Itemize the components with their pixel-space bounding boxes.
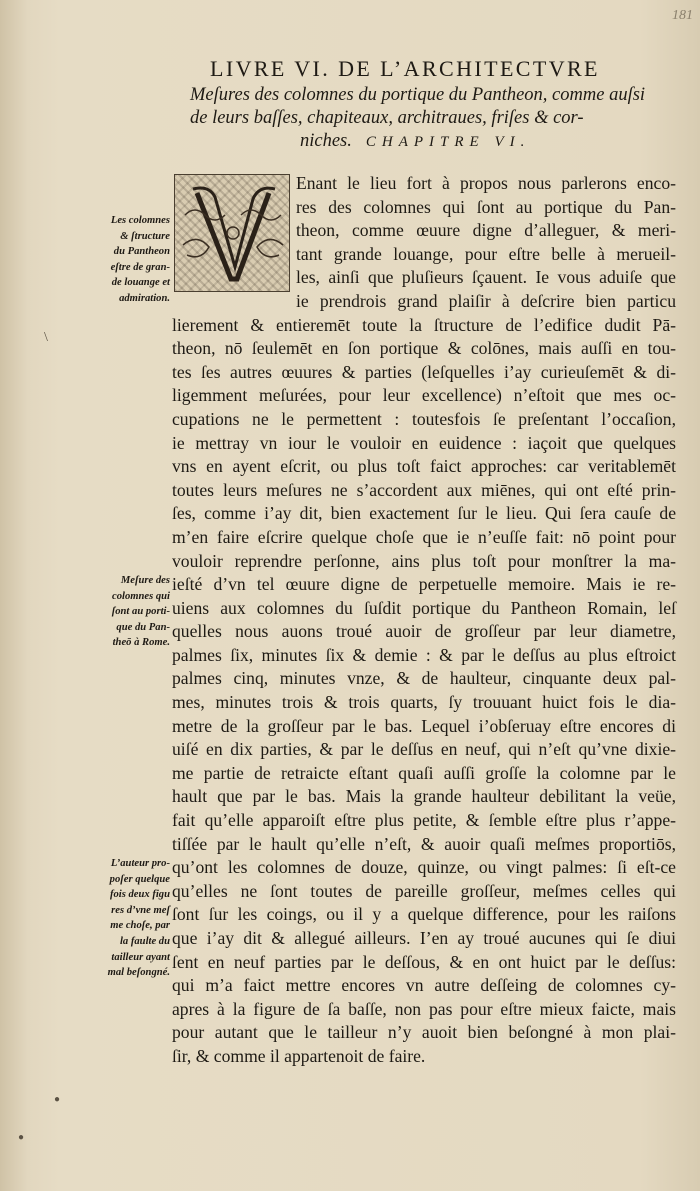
- body-line: quelles nous auons troué auoir de groſſeur par leur diametre,: [172, 621, 676, 642]
- body-line: tant grande louange, pour eſtre belle à merueil-: [296, 243, 676, 264]
- body-line: toutes leurs meſures ne s’accordent aux miēnes, qui ont eſté prin-: [172, 479, 676, 500]
- marginal-note-line: fois deux figu: [109, 889, 170, 901]
- body-line: me partie de retraicte eſtant quaſi auſſi groſſe la colomne par le: [172, 762, 676, 783]
- margin-ink-dot: ●: [18, 1132, 25, 1143]
- body-line: ſont ſur les coings, ou il y a quelque difference, pour les raiſons: [172, 904, 676, 925]
- chapter-label: CHAPITRE VI.: [365, 134, 531, 150]
- marginal-note-line: eſtre de gran-: [110, 261, 170, 273]
- marginal-note-line: de louange et: [111, 277, 170, 289]
- body-text: [172, 172, 676, 1069]
- body-line: lierement & entieremēt toute la ſtructure de l’edifice dudit Pā-: [172, 314, 676, 335]
- chapter-title: [190, 84, 665, 154]
- marginal-note-line: L’auteur pro-: [110, 858, 170, 869]
- marginal-note-line: res d’vne meſ: [111, 904, 170, 916]
- marginal-note-line: ſont au porti-: [111, 606, 170, 618]
- body-line: uiens aux colomnes du ſuſdit portique du Pantheon Romain, leſ: [172, 597, 676, 618]
- body-line: res des colomnes qui ſont au portique du Pan-: [296, 196, 676, 217]
- body-line: ligemment meſurées, pour leur excellence) n’eſtoit que mes oc-: [172, 385, 676, 406]
- body-line: palmes cinq, minutes vnze, & de haulteur, cinquante deux pal-: [172, 668, 676, 689]
- chapter-title-line: [190, 130, 665, 154]
- marginal-note: [80, 573, 170, 651]
- body-line: metre de la groſſeur par le bas. Lequel i’obſeruay eſtre encores di: [172, 715, 676, 736]
- body-line: tiſſée par le hault qu’elle n’eſt, & auoir quaſi meſmes proportiōs,: [172, 833, 676, 854]
- body-line: vns en ayent eſcrit, ou plus toſt faict approches: car veritablemēt: [172, 456, 676, 477]
- marginal-note-line: mal beſongné.: [107, 967, 170, 979]
- body-line: ie prendrois grand plaiſir à deſcrire bien particu: [296, 290, 676, 311]
- folio-number: 181: [672, 8, 693, 23]
- body-line: qu’ont les colomnes de douze, quinze, ou vingt palmes: ſi eſt-ce: [172, 857, 676, 878]
- chapter-title-line: Meſures des colomnes du portique du Pantheon, comme auſsi: [190, 85, 646, 105]
- running-head: LIVRE VI. DE L’ARCHITECTVRE: [210, 56, 600, 81]
- body-line: qui m’a faict mettre encores vn autre deſſeing de colomnes cy-: [172, 975, 676, 996]
- marginal-note-line: me choſe, par: [110, 920, 170, 932]
- marginal-note: [80, 856, 170, 981]
- marginal-note-line: que du Pan-: [116, 621, 170, 633]
- body-line: cupations ne le permettent : toutesfois ſe preſentant l’occaſion,: [172, 408, 676, 429]
- body-line: pour autant que le tailleur n’y auoit bien beſongné à mon plai-: [172, 1022, 676, 1043]
- body-line: ſes, comme i’ay dit, bien exactement ſur le lieu. Qui ſera cauſe de: [172, 503, 676, 524]
- marginal-note-line: admiration.: [119, 292, 170, 304]
- body-line: ſir, & comme il appartenoit de faire.: [172, 1045, 426, 1066]
- margin-pen-mark: \: [44, 330, 48, 345]
- body-line: ieſté d’vn tel œuure digne de perpetuelle memoire. Mais ie re-: [172, 574, 676, 595]
- chapter-title-end: niches.: [300, 131, 352, 151]
- marginal-note-line: Les colomnes: [110, 215, 170, 226]
- body-line: tes ſes autres œuures & parties (leſquelles i’ay curieuſemēt & di-: [172, 361, 676, 382]
- marginal-note: [80, 213, 170, 307]
- marginal-note-line: tailleur ayant: [111, 951, 170, 963]
- body-line: les, ainſi que pluſieurs ſçauent. Ie vous aduiſe que: [296, 267, 676, 288]
- marginal-note-line: colomnes qui: [112, 590, 170, 602]
- body-line: que i’ay dit & allegué ailleurs. I’en ay troué aucunes qui ſe diui: [172, 928, 676, 948]
- body-line: ſent en neuf parties par le deſſous, & en ont huict par le deſſus:: [172, 951, 676, 972]
- body-line: m’en faire eſcrire quelque choſe que ie n’euſſe fait: nō point pour: [172, 526, 676, 547]
- chapter-title-line: de leurs baſſes, chapiteaux, architraues, friſes & cor-: [190, 108, 584, 128]
- body-line: theon, comme œuure digne d’alleguer, & meri-: [296, 220, 676, 241]
- marginal-note-line: du Pantheon: [113, 246, 170, 258]
- body-line: theon, nō ſeulemēt en ſon portique & colōnes, mais auſſi en tou-: [172, 338, 676, 359]
- body-line: Enant le lieu fort à propos nous parlerons enco-: [296, 173, 676, 193]
- marginal-note-line: Meſure des: [120, 575, 170, 586]
- margin-ink-dot: ●: [54, 1094, 61, 1105]
- marginal-note-line: poſer quelque: [109, 873, 170, 885]
- body-line: mes, minutes trois & trois quarts, ſy trouuant huict fois le dia-: [172, 692, 676, 713]
- marginal-note-line: la faulte du: [119, 935, 170, 947]
- body-line: hault que par le bas. Mais la grande haulteur debilitant la veüe,: [172, 786, 676, 807]
- marginal-note-line: & ſtructure: [120, 230, 170, 242]
- body-line: qu’elles ne ſont toutes de pareille groſſeur, meſmes celles qui: [172, 880, 676, 901]
- body-line: ie mettray vn iour le vouloir en euidence : iaçoit que quelques: [172, 432, 676, 453]
- body-line: apres à la figure de ſa baſſe, non pas pour eſtre mieux faicte, mais: [172, 998, 676, 1019]
- body-line: palmes ſix, minutes ſix & demie : & par le deſſus au plus eſtroict: [172, 644, 676, 665]
- body-line: uiſé en dix parties, & par le deſſus en neuf, qui n’eſt qu’vne dixie-: [172, 739, 676, 760]
- body-line: fait qu’elle apparoiſt eſtre plus petite, & ſemble eſtre plus r’appe-: [172, 810, 676, 831]
- body-line: vouloir reprendre perſonne, ains plus toſt pour monſtrer la ma-: [172, 550, 676, 571]
- marginal-note-line: theō à Rome.: [112, 637, 170, 649]
